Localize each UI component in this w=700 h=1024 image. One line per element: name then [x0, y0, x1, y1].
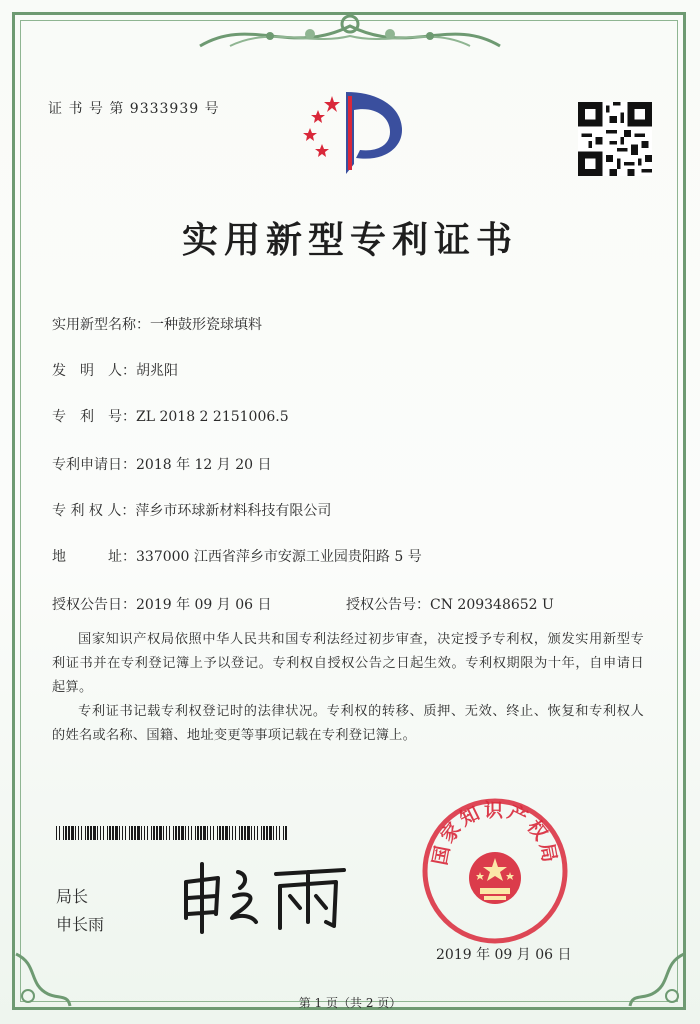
signature-image — [176, 852, 352, 936]
qr-code-icon — [578, 102, 652, 176]
page-title: 实用新型专利证书 — [181, 219, 518, 261]
field-label: 发 明 人： — [52, 363, 136, 379]
field-label: 专 利 号： — [52, 409, 136, 425]
field-address — [52, 546, 422, 566]
field-label: 专 利 权 人： — [52, 503, 136, 519]
field-value: 一种鼓形瓷球填料 — [150, 317, 262, 333]
cnipa-logo-icon — [294, 86, 414, 182]
field-grant-number — [346, 594, 554, 614]
svg-text:国家知识产权局: 国家知识产权局 — [429, 799, 561, 867]
field-value: 337000 江西省萍乡市安源工业园贵阳路 5 号 — [136, 549, 422, 565]
field-label: 专利申请日： — [52, 457, 136, 473]
field-value: 2019 年 09 月 06 日 — [136, 597, 272, 613]
issue-date: 2019 年 09 月 06 日 — [436, 947, 572, 963]
official-seal-icon — [420, 796, 570, 946]
field-value: 萍乡市环球新材料科技有限公司 — [135, 503, 332, 519]
legal-status-paragraph: 专利证书记载专利权登记时的法律状况。专利权的转移、质押、无效、终止、恢复和专利权人的姓名或名称、国籍、地址变更等事项记载在专利登记簿上。 — [52, 704, 644, 743]
field-filing-date — [52, 454, 272, 474]
field-value: 胡兆阳 — [136, 363, 178, 379]
field-label: 授权公告号： — [346, 597, 430, 613]
field-label: 实用新型名称： — [52, 317, 150, 333]
page-number: 第 1 页（共 2 页） — [298, 996, 402, 1010]
field-value: CN 209348652 U — [430, 597, 554, 613]
field-utility-model-name — [52, 314, 262, 334]
field-label: 授权公告日： — [52, 597, 136, 613]
field-label: 地 址： — [52, 549, 136, 565]
grant-paragraph: 国家知识产权局依照中华人民共和国专利法经过初步审查，决定授予专利权，颁发实用新型专利证书并在专利登记簿上予以登记。专利权自授权公告之日起生效。专利权期限为十年，自申请日起算。 — [52, 632, 644, 695]
field-patent-number — [52, 406, 289, 426]
field-value: ZL 2018 2 2151006.5 — [136, 409, 289, 425]
top-ornament-icon — [190, 6, 510, 56]
national-emblem-icon — [469, 852, 521, 904]
director-name: 申长雨 — [56, 915, 105, 934]
field-value: 2018 年 12 月 20 日 — [136, 457, 272, 473]
certificate-number: 证 书 号 第 9333939 号 — [48, 101, 220, 117]
field-inventor — [52, 360, 178, 380]
barcode-icon — [56, 826, 288, 840]
director-title: 局长 — [56, 887, 89, 906]
field-grant-date — [52, 594, 272, 614]
field-patentee — [52, 500, 331, 520]
